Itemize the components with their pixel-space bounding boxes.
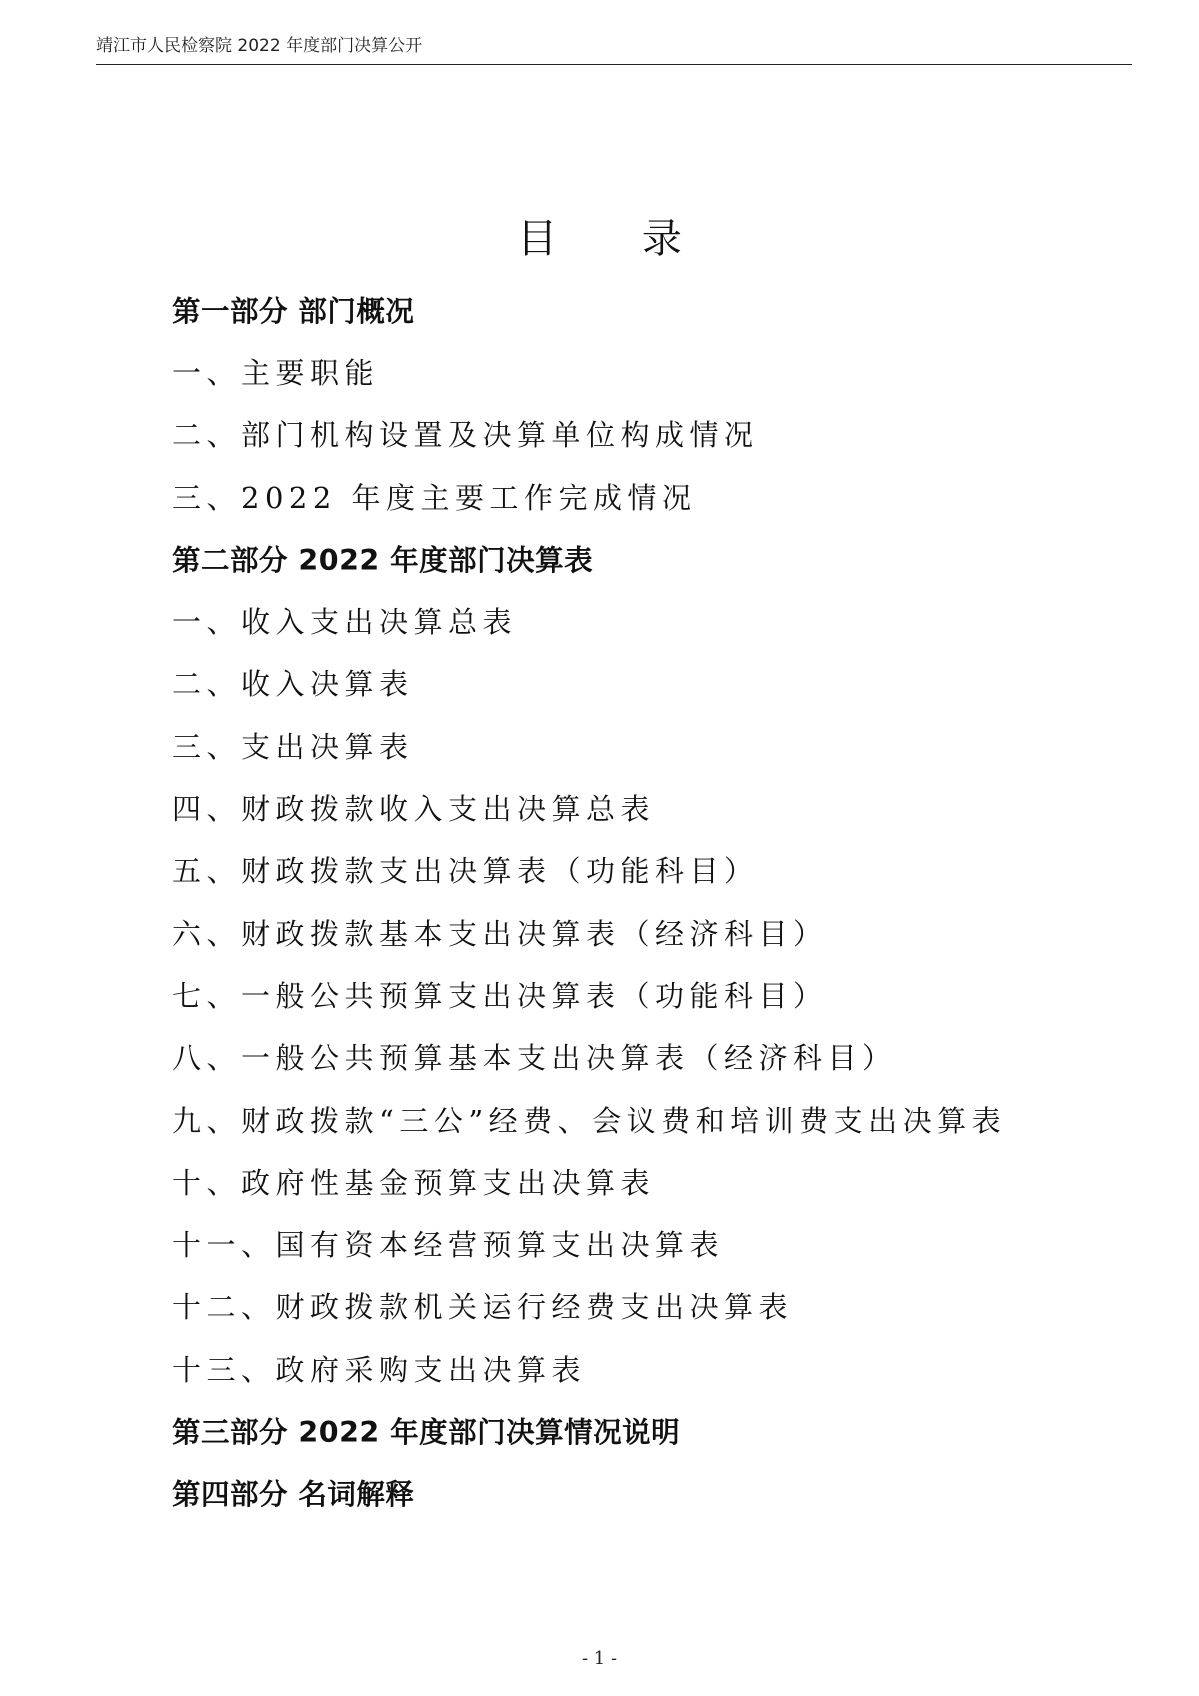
toc-item: 四、财政拨款收入支出决算总表 xyxy=(172,792,656,827)
toc-item: 九、财政拨款“三公”经费、会议费和培训费支出决算表 xyxy=(172,1103,1007,1138)
page-header xyxy=(96,30,1132,65)
toc-item: 十三、政府采购支出决算表 xyxy=(172,1352,587,1387)
toc-item: 三、2022 年度主要工作完成情况 xyxy=(172,480,697,515)
toc-item: 一、主要职能 xyxy=(172,355,380,390)
toc-item: 三、支出决算表 xyxy=(172,729,414,764)
page-number: - 1 - xyxy=(581,1648,618,1669)
toc-item: 五、财政拨款支出决算表（功能科目） xyxy=(172,854,759,889)
toc-part-1: 第一部分 部门概况 xyxy=(172,294,415,328)
toc-item: 二、收入决算表 xyxy=(172,667,414,702)
toc-item: 八、一般公共预算基本支出决算表（经济科目） xyxy=(172,1041,897,1076)
table-of-contents xyxy=(172,278,1006,1524)
toc-item: 十一、国有资本经营预算支出决算表 xyxy=(172,1228,725,1263)
toc-part-2: 第二部分 2022 年度部门决算表 xyxy=(172,543,594,577)
toc-item: 十、政府性基金预算支出决算表 xyxy=(172,1165,656,1200)
toc-item: 一、收入支出决算总表 xyxy=(172,605,518,640)
toc-item: 七、一般公共预算支出决算表（功能科目） xyxy=(172,978,828,1013)
toc-part-4: 第四部分 名词解释 xyxy=(172,1478,415,1512)
header-title: 靖江市人民检察院 2022 年度部门决算公开 xyxy=(96,36,423,56)
toc-title: 目 录 xyxy=(517,215,718,262)
toc-item: 二、部门机构设置及决算单位构成情况 xyxy=(172,418,759,453)
toc-item: 十二、财政拨款机关运行经费支出决算表 xyxy=(172,1290,794,1325)
toc-part-3: 第三部分 2022 年度部门决算情况说明 xyxy=(172,1415,681,1449)
toc-item: 六、财政拨款基本支出决算表（经济科目） xyxy=(172,916,828,951)
